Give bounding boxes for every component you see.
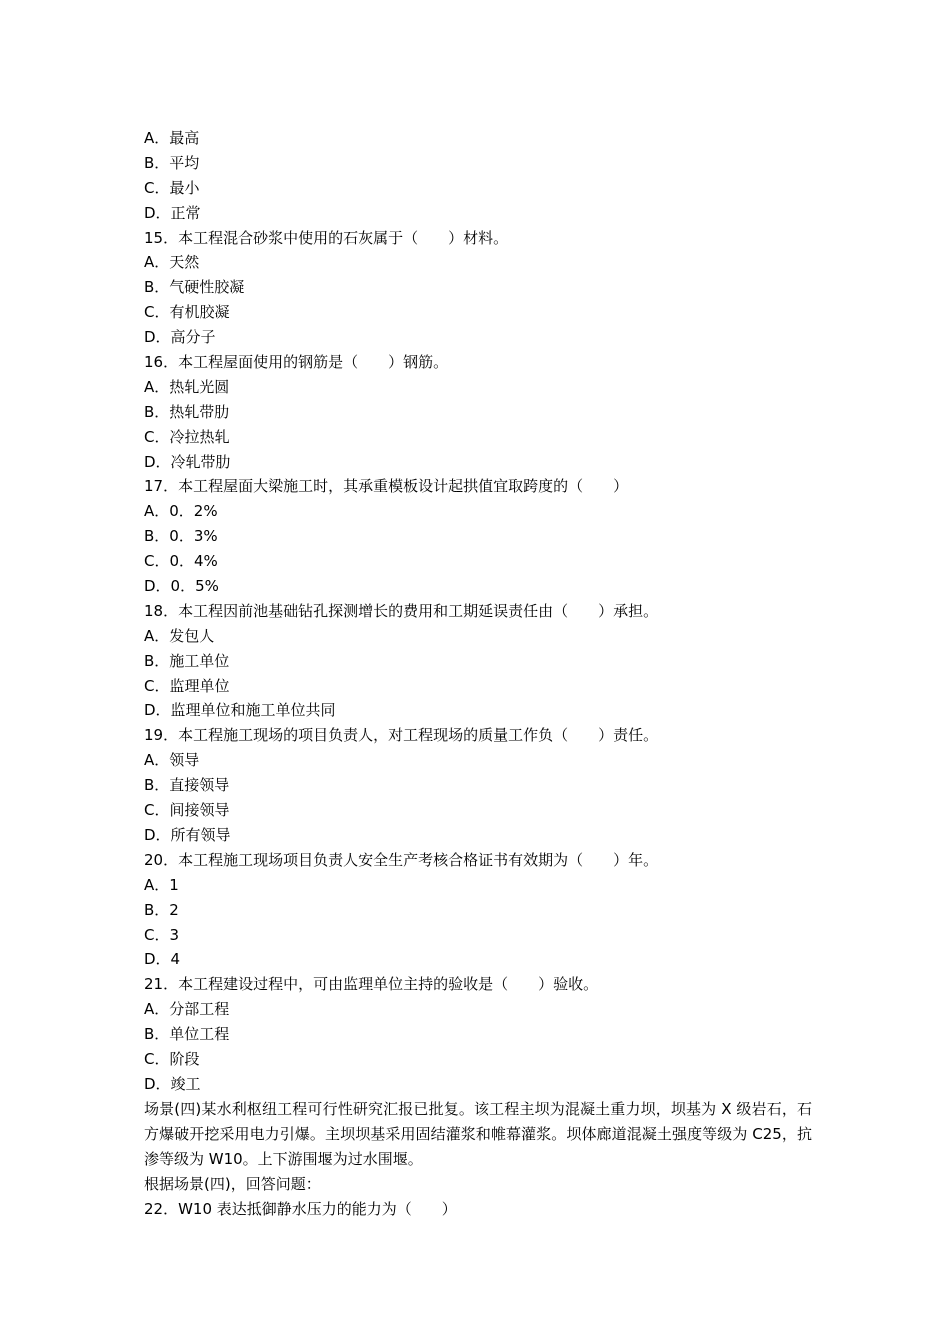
option-line: B．施工单位 (144, 651, 230, 670)
option-line: A．分部工程 (144, 1000, 230, 1019)
option-line: B．直接领导 (144, 776, 230, 795)
question-line: 18．本工程因前池基础钻孔探测增长的费用和工期延误责任由（ ）承担。 (144, 601, 659, 620)
question-line: 17．本工程屋面大梁施工时，其承重模板设计起拱值宜取跨度的（ ） (144, 477, 629, 496)
option-line: B．气硬性胶凝 (144, 278, 245, 297)
option-line: A．天然 (144, 253, 200, 272)
option-line: C．冷拉热轧 (144, 427, 230, 446)
option-line: A．0．2% (144, 502, 218, 521)
option-line: C．3 (144, 925, 180, 944)
document-page (144, 126, 812, 1222)
option-line: B．平均 (144, 153, 200, 172)
option-line: C．最小 (144, 178, 200, 197)
option-line: B．热轧带肋 (144, 402, 230, 421)
option-line: C．监理单位 (144, 676, 230, 695)
instruction-line: 根据场景(四)，回答问题： (144, 1174, 321, 1193)
option-line: D．高分子 (144, 328, 216, 347)
question-block-before (144, 126, 812, 1097)
question-line: 15．本工程混合砂浆中使用的石灰属于（ ）材料。 (144, 228, 509, 247)
option-line: A．最高 (144, 129, 200, 147)
option-line: C．有机胶凝 (144, 303, 230, 322)
option-line: B．0．3% (144, 527, 218, 546)
option-line: A．领导 (144, 751, 200, 770)
option-line: D．冷轧带肋 (144, 452, 231, 471)
option-line: A．发包人 (144, 626, 215, 645)
option-line: D．0．5% (144, 577, 219, 596)
option-line: D．正常 (144, 203, 201, 222)
option-line: C．0．4% (144, 552, 218, 571)
option-line: D．4 (144, 950, 181, 969)
option-line: C．阶段 (144, 1049, 200, 1068)
question-line: 22．W10 表达抵御静水压力的能力为（ ） (144, 1199, 457, 1218)
option-line: B．2 (144, 900, 179, 919)
option-line: D．监理单位和施工单位共同 (144, 701, 336, 720)
question-block-after (144, 1172, 812, 1222)
option-line: D．竣工 (144, 1074, 201, 1093)
option-line: A．热轧光圆 (144, 377, 230, 396)
option-line: A．1 (144, 875, 179, 894)
question-line: 16．本工程屋面使用的钢筋是（ ）钢筋。 (144, 353, 449, 372)
option-line: B．单位工程 (144, 1025, 230, 1044)
option-line: D．所有领导 (144, 825, 231, 844)
question-line: 20．本工程施工现场项目负责人安全生产考核合格证书有效期为（ ）年。 (144, 850, 659, 869)
scenario-paragraph: 场景(四)某水利枢纽工程可行性研究汇报已批复。该工程主坝为混凝土重力坝，坝基为 X 级岩石，石方爆破开挖采用电力引爆。主坝坝基采用固结灌浆和帷幕灌浆。坝体廊道混凝土强度等级为 C25，抗渗等级为 W10。上下游围堰为过水围堰。 (144, 1099, 812, 1168)
question-line: 19．本工程施工现场的项目负责人，对工程现场的质量工作负（ ）责任。 (144, 726, 659, 745)
option-line: C．间接领导 (144, 801, 230, 820)
question-line: 21．本工程建设过程中，可由监理单位主持的验收是（ ）验收。 (144, 975, 599, 994)
